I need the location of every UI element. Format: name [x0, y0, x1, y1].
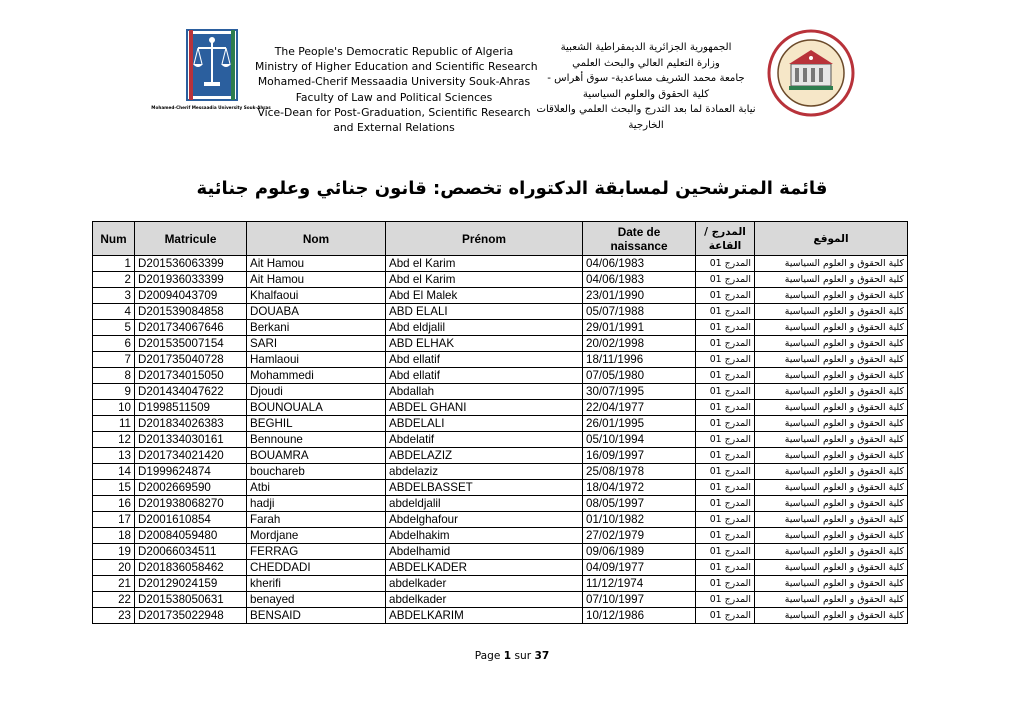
cell-amphi: المدرج 01 — [696, 448, 755, 464]
table-row — [93, 352, 908, 368]
cell-nom: DOUABA — [247, 304, 386, 320]
col-header-amphi — [696, 222, 755, 256]
footer-current-page: 1 — [503, 650, 512, 662]
cell-location: كلية الحقوق و العلوم السياسية — [755, 256, 908, 272]
cell-nom: Berkani — [247, 320, 386, 336]
cell-nom: BOUNOUALA — [247, 400, 386, 416]
cell-location: كلية الحقوق و العلوم السياسية — [755, 544, 908, 560]
cell-location: كلية الحقوق و العلوم السياسية — [755, 496, 908, 512]
cell-matricule: D201834026383 — [135, 416, 247, 432]
cell-date: 18/11/1996 — [583, 352, 696, 368]
cell-location: كلية الحقوق و العلوم السياسية — [755, 528, 908, 544]
table-row — [93, 432, 908, 448]
cell-amphi: المدرج 01 — [696, 400, 755, 416]
cell-matricule: D201539084858 — [135, 304, 247, 320]
header-en-line: Ministry of Higher Education and Scientific Research — [255, 60, 538, 74]
cell-num: 3 — [93, 288, 135, 304]
cell-location: كلية الحقوق و العلوم السياسية — [755, 288, 908, 304]
cell-matricule: D201535007154 — [135, 336, 247, 352]
cell-num: 10 — [93, 400, 135, 416]
col-header-amphi-line: القاعة — [708, 239, 742, 252]
cell-prenom: ABD ELALI — [386, 304, 583, 320]
cell-num: 6 — [93, 336, 135, 352]
table-row — [93, 592, 908, 608]
cell-matricule: D1998511509 — [135, 400, 247, 416]
cell-matricule: D2002669590 — [135, 480, 247, 496]
table-row — [93, 368, 908, 384]
cell-location: كلية الحقوق و العلوم السياسية — [755, 432, 908, 448]
cell-prenom: ABDELKARIM — [386, 608, 583, 624]
cell-date: 23/01/1990 — [583, 288, 696, 304]
cell-prenom: Abd ellatif — [386, 368, 583, 384]
cell-matricule: D201538050631 — [135, 592, 247, 608]
cell-date: 05/10/1994 — [583, 432, 696, 448]
table-row — [93, 256, 908, 272]
table-row — [93, 464, 908, 480]
cell-location: كلية الحقوق و العلوم السياسية — [755, 384, 908, 400]
cell-matricule: D201735040728 — [135, 352, 247, 368]
cell-location: كلية الحقوق و العلوم السياسية — [755, 560, 908, 576]
table-row — [93, 272, 908, 288]
cell-num: 7 — [93, 352, 135, 368]
cell-nom: SARI — [247, 336, 386, 352]
header-en-line: Mohamed-Cherif Messaadia University Souk-Ahras — [257, 75, 531, 89]
cell-amphi: المدرج 01 — [696, 288, 755, 304]
cell-amphi: المدرج 01 — [696, 608, 755, 624]
cell-amphi: المدرج 01 — [696, 528, 755, 544]
cell-num: 22 — [93, 592, 135, 608]
cell-nom: BENSAID — [247, 608, 386, 624]
cell-matricule: D20129024159 — [135, 576, 247, 592]
cell-matricule: D20094043709 — [135, 288, 247, 304]
cell-prenom: ABDEL GHANI — [386, 400, 583, 416]
cell-matricule: D201334030161 — [135, 432, 247, 448]
cell-matricule: D20084059480 — [135, 528, 247, 544]
cell-num: 15 — [93, 480, 135, 496]
cell-location: كلية الحقوق و العلوم السياسية — [755, 368, 908, 384]
cell-matricule: D201735022948 — [135, 608, 247, 624]
cell-num: 5 — [93, 320, 135, 336]
cell-nom: Mohammedi — [247, 368, 386, 384]
scales-of-justice-icon — [151, 26, 271, 118]
header-en-line: and External Relations — [333, 121, 455, 135]
cell-prenom: Abd ellatif — [386, 352, 583, 368]
cell-date: 07/05/1980 — [583, 368, 696, 384]
cell-location: كلية الحقوق و العلوم السياسية — [755, 608, 908, 624]
cell-matricule: D201836058462 — [135, 560, 247, 576]
cell-matricule: D201734015050 — [135, 368, 247, 384]
cell-location: كلية الحقوق و العلوم السياسية — [755, 448, 908, 464]
footer-prefix: Page — [474, 650, 501, 662]
table-row — [93, 544, 908, 560]
cell-num: 11 — [93, 416, 135, 432]
cell-location: كلية الحقوق و العلوم السياسية — [755, 416, 908, 432]
cell-matricule: D20066034511 — [135, 544, 247, 560]
cell-prenom: abdelkader — [386, 592, 583, 608]
header-ar-line: جامعة محمد الشريف مساعدية- سوق أهراس - — [547, 73, 745, 85]
cell-date: 16/09/1997 — [583, 448, 696, 464]
cell-amphi: المدرج 01 — [696, 496, 755, 512]
header-arabic — [530, 40, 762, 134]
table-row — [93, 480, 908, 496]
cell-date: 18/04/1972 — [583, 480, 696, 496]
header-ar-line: كلية الحقوق والعلوم السياسية — [582, 88, 710, 100]
cell-nom: BEGHIL — [247, 416, 386, 432]
cell-prenom: Abdelhamid — [386, 544, 583, 560]
cell-amphi: المدرج 01 — [696, 336, 755, 352]
col-header-location: الموقع — [755, 222, 908, 256]
table-row — [93, 512, 908, 528]
table-row — [93, 416, 908, 432]
cell-prenom: ABDELBASSET — [386, 480, 583, 496]
col-header-nom: Nom — [247, 222, 386, 256]
cell-num: 23 — [93, 608, 135, 624]
header-en-line: Faculty of Law and Political Sciences — [295, 90, 493, 104]
cell-num: 21 — [93, 576, 135, 592]
cell-prenom: Abdelghafour — [386, 512, 583, 528]
cell-num: 13 — [93, 448, 135, 464]
col-header-date — [583, 222, 696, 256]
cell-location: كلية الحقوق و العلوم السياسية — [755, 400, 908, 416]
page-footer — [0, 650, 1024, 662]
faculty-logo — [151, 26, 271, 118]
page-title: قائمة المترشحين لمسابقة الدكتوراه تخصص: قانون جنائي وعلوم جنائية — [196, 178, 828, 199]
cell-nom: CHEDDADI — [247, 560, 386, 576]
cell-amphi: المدرج 01 — [696, 464, 755, 480]
cell-prenom: abdeldjalil — [386, 496, 583, 512]
cell-date: 20/02/1998 — [583, 336, 696, 352]
cell-prenom: abdelaziz — [386, 464, 583, 480]
cell-date: 30/07/1995 — [583, 384, 696, 400]
header-ar-line: الخارجية — [628, 119, 664, 131]
cell-nom: Djoudi — [247, 384, 386, 400]
cell-num: 20 — [93, 560, 135, 576]
col-header-matricule: Matricule — [135, 222, 247, 256]
table-row — [93, 384, 908, 400]
cell-nom: Atbi — [247, 480, 386, 496]
cell-matricule: D201536063399 — [135, 256, 247, 272]
cell-amphi: المدرج 01 — [696, 480, 755, 496]
cell-amphi: المدرج 01 — [696, 576, 755, 592]
table-row — [93, 528, 908, 544]
cell-num: 16 — [93, 496, 135, 512]
cell-location: كلية الحقوق و العلوم السياسية — [755, 336, 908, 352]
cell-date: 29/01/1991 — [583, 320, 696, 336]
cell-location: كلية الحقوق و العلوم السياسية — [755, 512, 908, 528]
cell-nom: benayed — [247, 592, 386, 608]
col-header-date-line: Date de — [617, 224, 661, 239]
cell-nom: Ait Hamou — [247, 272, 386, 288]
cell-nom: hadji — [247, 496, 386, 512]
cell-num: 12 — [93, 432, 135, 448]
cell-amphi: المدرج 01 — [696, 304, 755, 320]
cell-date: 25/08/1978 — [583, 464, 696, 480]
cell-nom: Mordjane — [247, 528, 386, 544]
cell-prenom: Abdallah — [386, 384, 583, 400]
cell-nom: FERRAG — [247, 544, 386, 560]
table-row — [93, 608, 908, 624]
cell-location: كلية الحقوق و العلوم السياسية — [755, 352, 908, 368]
university-logo — [764, 26, 858, 120]
cell-num: 9 — [93, 384, 135, 400]
cell-nom: Farah — [247, 512, 386, 528]
cell-prenom: ABDELALI — [386, 416, 583, 432]
cell-prenom: abdelkader — [386, 576, 583, 592]
cell-nom: Khalfaoui — [247, 288, 386, 304]
cell-location: كلية الحقوق و العلوم السياسية — [755, 320, 908, 336]
cell-date: 10/12/1986 — [583, 608, 696, 624]
col-header-amphi-line: المدرج / — [704, 225, 746, 238]
cell-date: 27/02/1979 — [583, 528, 696, 544]
cell-date: 09/06/1989 — [583, 544, 696, 560]
cell-nom: Hamlaoui — [247, 352, 386, 368]
cell-location: كلية الحقوق و العلوم السياسية — [755, 272, 908, 288]
cell-amphi: المدرج 01 — [696, 256, 755, 272]
header-english — [255, 44, 538, 135]
cell-prenom: Abd el Karim — [386, 272, 583, 288]
cell-prenom: ABD ELHAK — [386, 336, 583, 352]
cell-prenom: Abdelatif — [386, 432, 583, 448]
col-header-prenom: Prénom — [386, 222, 583, 256]
cell-date: 05/07/1988 — [583, 304, 696, 320]
cell-date: 08/05/1997 — [583, 496, 696, 512]
cell-date: 11/12/1974 — [583, 576, 696, 592]
candidates-table — [92, 221, 908, 624]
cell-location: كلية الحقوق و العلوم السياسية — [755, 304, 908, 320]
university-emblem-icon — [764, 26, 858, 120]
header-ar-line: نيابة العمادة لما بعد التدرج والبحث العلمي والعلاقات — [536, 104, 756, 116]
cell-amphi: المدرج 01 — [696, 352, 755, 368]
cell-matricule: D201936033399 — [135, 272, 247, 288]
cell-prenom: ABDELAZIZ — [386, 448, 583, 464]
cell-date: 04/06/1983 — [583, 272, 696, 288]
cell-location: كلية الحقوق و العلوم السياسية — [755, 576, 908, 592]
cell-prenom: Abd eldjalil — [386, 320, 583, 336]
cell-num: 18 — [93, 528, 135, 544]
cell-matricule: D2001610854 — [135, 512, 247, 528]
cell-amphi: المدرج 01 — [696, 544, 755, 560]
cell-location: كلية الحقوق و العلوم السياسية — [755, 464, 908, 480]
svg-text:Mohamed-Cherif Messaadia Unive: Mohamed-Cherif Messaadia University Souk-Ahras — [151, 105, 271, 110]
footer-total-pages: 37 — [534, 650, 550, 662]
header-en-line: Vice-Dean for Post-Graduation, Scientific Research — [257, 105, 531, 119]
cell-amphi: المدرج 01 — [696, 592, 755, 608]
cell-num: 14 — [93, 464, 135, 480]
cell-amphi: المدرج 01 — [696, 368, 755, 384]
cell-num: 2 — [93, 272, 135, 288]
table-row — [93, 448, 908, 464]
cell-matricule: D201734067646 — [135, 320, 247, 336]
cell-date: 04/09/1977 — [583, 560, 696, 576]
header-ar-line: وزارة التعليم العالي والبحث العلمي — [572, 57, 720, 69]
table-row — [93, 496, 908, 512]
footer-middle: sur — [514, 650, 532, 662]
cell-nom: Bennoune — [247, 432, 386, 448]
cell-num: 1 — [93, 256, 135, 272]
cell-prenom: Abd El Malek — [386, 288, 583, 304]
header-ar-line: الجمهورية الجزائرية الديمقراطية الشعبية — [560, 42, 732, 53]
cell-nom: bouchareb — [247, 464, 386, 480]
cell-nom: Ait Hamou — [247, 256, 386, 272]
cell-amphi: المدرج 01 — [696, 320, 755, 336]
cell-nom: BOUAMRA — [247, 448, 386, 464]
table-row — [93, 320, 908, 336]
cell-amphi: المدرج 01 — [696, 272, 755, 288]
table-row — [93, 400, 908, 416]
cell-amphi: المدرج 01 — [696, 384, 755, 400]
col-header-num: Num — [93, 222, 135, 256]
cell-amphi: المدرج 01 — [696, 512, 755, 528]
cell-date: 22/04/1977 — [583, 400, 696, 416]
table-row — [93, 560, 908, 576]
cell-num: 8 — [93, 368, 135, 384]
cell-nom: kherifi — [247, 576, 386, 592]
cell-date: 26/01/1995 — [583, 416, 696, 432]
table-row — [93, 304, 908, 320]
cell-num: 4 — [93, 304, 135, 320]
col-header-date-line: naissance — [610, 238, 668, 253]
cell-prenom: Abdelhakim — [386, 528, 583, 544]
header-en-line: The People's Democratic Republic of Algeria — [274, 45, 514, 58]
cell-date: 07/10/1997 — [583, 592, 696, 608]
cell-matricule: D201734021420 — [135, 448, 247, 464]
table-header-row — [93, 222, 908, 256]
cell-amphi: المدرج 01 — [696, 416, 755, 432]
cell-amphi: المدرج 01 — [696, 560, 755, 576]
table-body — [93, 256, 908, 624]
cell-matricule: D201938068270 — [135, 496, 247, 512]
table-row — [93, 336, 908, 352]
cell-num: 17 — [93, 512, 135, 528]
cell-matricule: D1999624874 — [135, 464, 247, 480]
cell-matricule: D201434047622 — [135, 384, 247, 400]
cell-amphi: المدرج 01 — [696, 432, 755, 448]
cell-prenom: Abd el Karim — [386, 256, 583, 272]
cell-date: 04/06/1983 — [583, 256, 696, 272]
cell-location: كلية الحقوق و العلوم السياسية — [755, 592, 908, 608]
cell-date: 01/10/1982 — [583, 512, 696, 528]
table-row — [93, 288, 908, 304]
cell-prenom: ABDELKADER — [386, 560, 583, 576]
cell-num: 19 — [93, 544, 135, 560]
cell-location: كلية الحقوق و العلوم السياسية — [755, 480, 908, 496]
table-row — [93, 576, 908, 592]
